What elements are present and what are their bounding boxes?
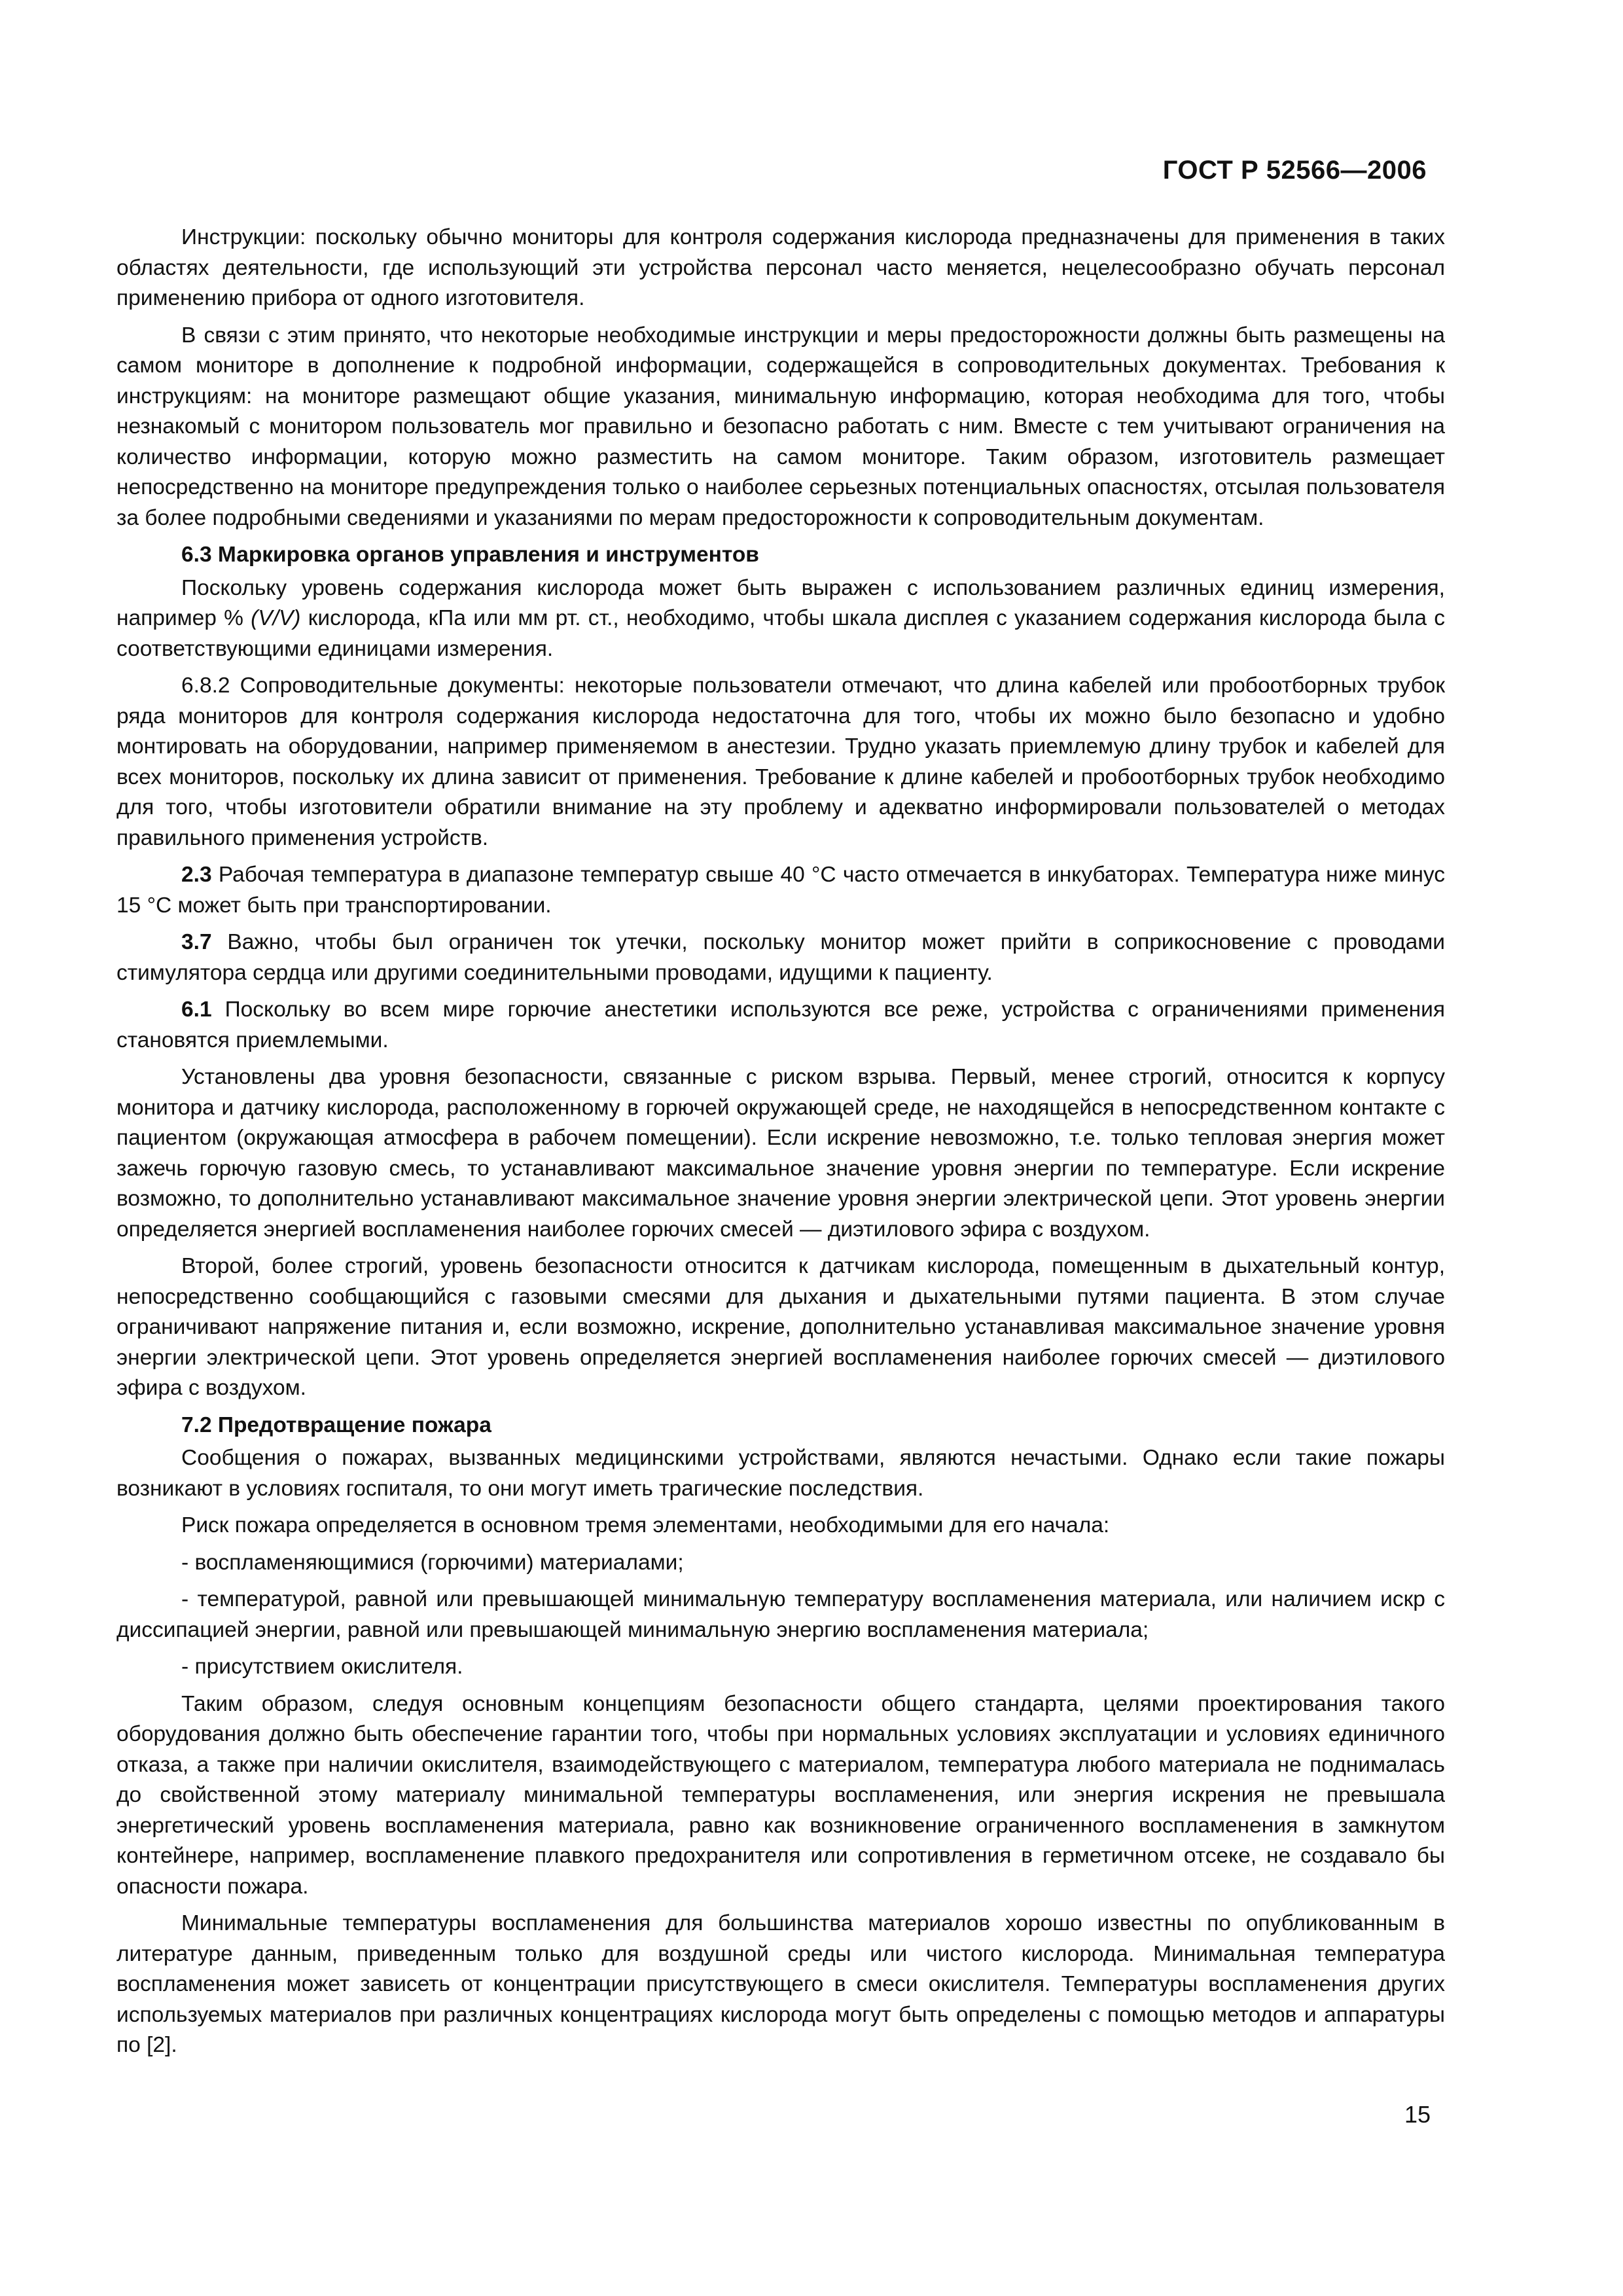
paragraph-instructions-placement: В связи с этим принято, что некоторые необходимые инструкции и меры предосторожности должны быть размещены на самом мониторе в дополнение к подробной информации, содержащейся в сопроводительных документах. Требования к инструкциям: на мониторе размещают общие указания, минимальную информацию, которая необходима для того, чтобы незнакомый с монитором пользователь мог правильно и безопасно работать с ним. Вместе с тем учитывают ограничения на количество информации, которую можно разместить на самом мониторе. Таким образом, изготовитель размещает непосредственно на мониторе предупреждения только о наиболее серьезных потенциальных опасностях, отсылая пользователя за более подробными сведениями и указаниями по мерам предосторожности к сопроводительным документам. bbox=[116, 323, 1445, 530]
section-heading-6-3: 6.3 Маркировка органов управления и инструментов bbox=[181, 543, 759, 567]
clause-number-6-1: 6.1 bbox=[181, 997, 212, 1022]
paragraph-2-3 bbox=[116, 860, 1445, 921]
list-item-oxidizer: - присутствием окислителя. bbox=[181, 1655, 463, 1679]
paragraph-safety-levels: Установлены два уровня безопасности, связанные с риском взрыва. Первый, менее строгий, относится к корпусу монитора и датчику кислорода, расположенному в горючей окружающей среде, не находящейся в непосредственном контакте с пациентом (окружающая атмосфера в рабочем помещении). Если искрение невозможно, т.е. только тепловая энергия может зажечь горючую газовую смесь, то устанавливают максимальное значение уровня энергии по температуре. Если искрение возможно, то дополнительно устанавливают максимальное значение уровня энергии электрической цепи. Этот уровень энергии определяется энергией воспламенения наиболее горючих смесей — диэтилового эфира с воздухом. bbox=[116, 1065, 1445, 1242]
page-number: 15 bbox=[1404, 2101, 1431, 2128]
list-item-temperature: - температурой, равной или превышающей минимальную температуру воспламенения материала, или наличием искр с диссипацией энергии, равной или превышающей минимальную энергию воспламенения материала; bbox=[116, 1587, 1445, 1642]
paragraph-fire-risk: Риск пожара определяется в основном тремя элементами, необходимыми для его начала: bbox=[181, 1513, 1110, 1537]
paragraph-6-8-2: 6.8.2 Сопроводительные документы: некоторые пользователи отмечают, что длина кабелей или пробоотборных трубок ряда мониторов для контроля содержания кислорода недостаточна для того, чтобы их можно было безопасно и удобно монтировать на оборудовании, например применяемом в анестезии. Трудно указать приемлемую длину трубок и кабелей для всех мониторов, поскольку их длина зависит от применения. Требование к длине кабелей и пробоотборных трубок необходимо для того, чтобы изготовители обратили внимание на эту проблему и адекватно информировали пользователей о методах правильного применения устройств. bbox=[116, 673, 1445, 850]
paragraph-units bbox=[116, 573, 1445, 665]
paragraph-6-1 bbox=[116, 995, 1445, 1056]
paragraph-second-level: Второй, более строгий, уровень безопасности относится к датчикам кислорода, помещенным в дыхательный контур, непосредственно сообщающийся с газовыми смесями для дыхания и дыхательными путями пациента. В этом случае ограничивают напряжение питания и, если возможно, искрение, дополнительно устанавливая максимальное значение уровня энергии электрической цепи. Этот уровень определяется энергией воспламенения наиболее горючих смесей — диэтилового эфира с воздухом. bbox=[116, 1254, 1445, 1400]
paragraph-ignition-temperatures: Минимальные температуры воспламенения для большинства материалов хорошо известны по опубликованным в литературе данным, приведенным только для воздушной среды или чистого кислорода. Минимальная температура воспламенения может зависеть от концентрации присутствующего в смеси окислителя. Температуры воспламенения других используемых материалов при различных концентрациях кислорода могут быть определены с помощью методов и аппаратуры по [2]. bbox=[116, 1911, 1445, 2057]
paragraph-design-goals: Таким образом, следуя основным концепциям безопасности общего стандарта, целями проектирования такого оборудования должно быть обеспечение гарантии того, чтобы при нормальных условиях эксплуатации и условиях единичного отказа, а также при наличии окислителя, взаимодействующего с материалом, температура любого материала не поднималась до свойственной этому материалу минимальной температуры воспламенения, или энергия искрения не превышала энергетический уровень воспламенения материала, равно как возникновение ограниченного воспламенения в замкнутом контейнере, например, воспламенение плавкого предохранителя или сопротивления в герметичном отсеке, не создавало бы опасности пожара. bbox=[116, 1691, 1445, 1899]
units-text-c: кислорода, кПа или мм рт. ст., необходимо, чтобы шкала дисплея с указанием содержания кислорода была с соответствующими единицами измерения. bbox=[116, 606, 1446, 661]
paragraph-instructions: Инструкции: поскольку обычно мониторы для контроля содержания кислорода предназначены для применения в таких областях деятельности, где использующий эти устройства персонал часто меняется, нецелесообразно обучать персонал применению прибора от одного изготовителя. bbox=[116, 225, 1445, 310]
list-item-materials: - воспламеняющимися (горючими) материалами; bbox=[181, 1550, 684, 1575]
clause-number-3-7: 3.7 bbox=[181, 930, 212, 954]
clause-number-2-3: 2.3 bbox=[181, 863, 212, 887]
paragraph-3-7 bbox=[116, 927, 1445, 988]
clause-text-6-1: Поскольку во всем мире горючие анестетики используются все реже, устройства с ограничениями применения становятся приемлемыми. bbox=[116, 997, 1445, 1052]
clause-text-2-3: Рабочая температура в диапазоне температур свыше 40 °С часто отмечается в инкубаторах. Температура ниже минус 15 °С может быть при транспортировании. bbox=[116, 863, 1445, 918]
units-text-vv: (V/V) bbox=[251, 606, 301, 630]
document-header: ГОСТ Р 52566—2006 bbox=[1162, 156, 1427, 185]
paragraph-fire-reports: Сообщения о пожарах, вызванных медицинскими устройствами, являются нечастыми. Однако если такие пожары возникают в условиях госпиталя, то они могут иметь трагические последствия. bbox=[116, 1446, 1445, 1501]
units-text-a: Поскольку уровень содержания кислорода может быть выражен с использованием различных единиц измерения, например % bbox=[116, 575, 1445, 630]
document-body bbox=[116, 223, 1445, 2068]
section-heading-7-2: 7.2 Предотвращение пожара bbox=[181, 1412, 491, 1437]
clause-text-3-7: Важно, чтобы был ограничен ток утечки, поскольку монитор может прийти в соприкосновение с проводами стимулятора сердца или другими соединительными проводами, идущими к пациенту. bbox=[116, 930, 1445, 985]
